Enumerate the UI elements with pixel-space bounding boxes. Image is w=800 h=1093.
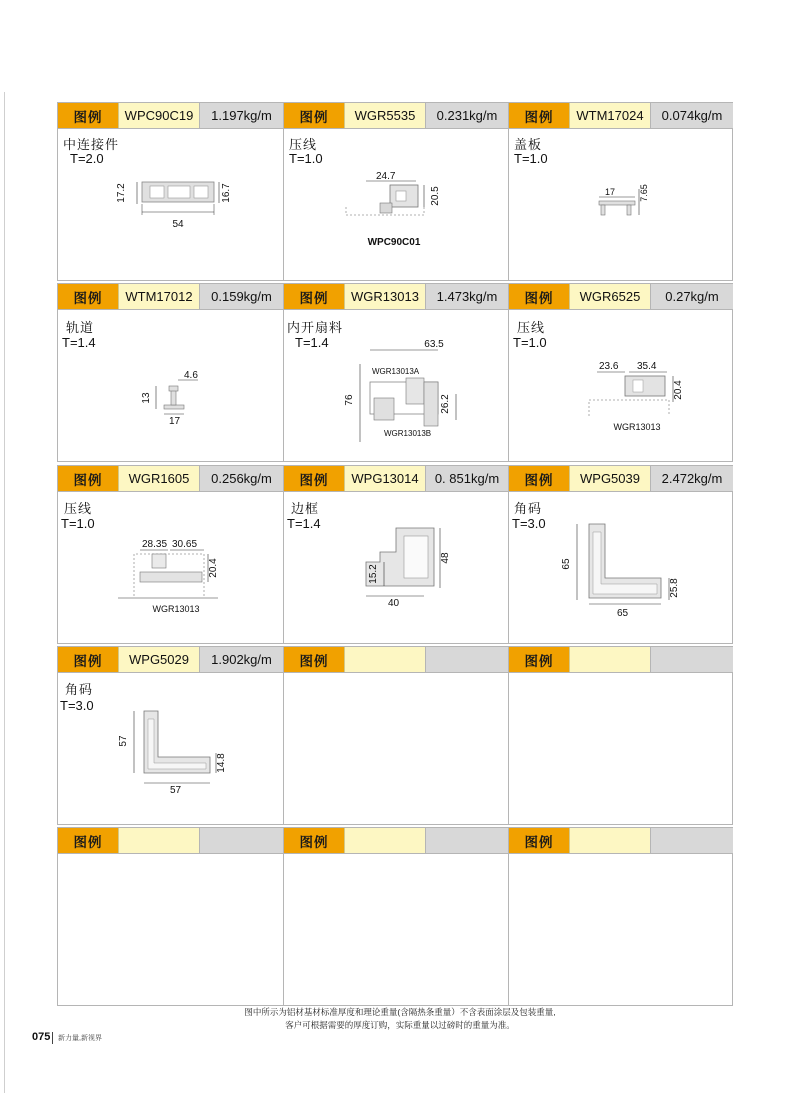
profile-name: 盖板 [514, 137, 543, 152]
profile-code: WGR6525 [569, 284, 650, 309]
profile-thickness: T=1.0 [61, 516, 95, 531]
profile-code [569, 647, 650, 672]
profile-thickness: T=1.0 [514, 151, 548, 166]
dim-label: 40 [388, 598, 400, 609]
dim-label: 23.6 [599, 361, 619, 372]
profile-weight [425, 828, 508, 853]
legend-tag: 图例 [284, 828, 344, 853]
profile-name: 中连接件 [63, 137, 120, 152]
profile-thickness: T=1.4 [295, 335, 329, 350]
dim-label: 17 [605, 187, 616, 197]
grid-row-3 [57, 465, 733, 644]
profile-drawing [509, 129, 734, 280]
profile-cell [58, 466, 283, 643]
profile-drawing [58, 673, 283, 824]
profile-cell [283, 103, 508, 280]
dim-label: 30.65 [172, 539, 198, 550]
dim-label: 13 [141, 392, 152, 404]
legend-tag: 图例 [58, 466, 118, 491]
profile-code [118, 828, 199, 853]
profile-cell [283, 284, 508, 461]
profile-drawing [58, 310, 283, 461]
cell-header [284, 466, 508, 492]
profile-weight [425, 647, 508, 672]
legend-tag: 图例 [284, 103, 344, 128]
profile-code: WPG13014 [344, 466, 425, 491]
profile-weight: 2.472kg/m [650, 466, 733, 491]
dim-label: 57 [170, 785, 182, 796]
legend-tag: 图例 [509, 466, 569, 491]
profile-drawing [509, 492, 734, 643]
grid-row-2 [57, 283, 733, 462]
legend-tag: 图例 [284, 466, 344, 491]
profile-cell [283, 466, 508, 643]
cell-header [284, 103, 508, 129]
profile-code [344, 647, 425, 672]
profile-cell [58, 284, 283, 461]
profile-weight: 0.27kg/m [650, 284, 733, 309]
cell-header [509, 647, 733, 673]
dim-label: 57 [118, 735, 129, 747]
profile-thickness: T=1.0 [513, 335, 547, 350]
legend-tag: 图例 [509, 284, 569, 309]
cell-header [58, 284, 283, 310]
drawing-label: WPC90C01 [367, 237, 421, 248]
profile-thickness: T=2.0 [70, 151, 104, 166]
profile-code: WPC90C19 [118, 103, 199, 128]
profile-cell [283, 828, 508, 1005]
dim-label: 20.5 [430, 186, 441, 206]
dim-label: 28.35 [142, 539, 168, 550]
profile-code: WGR13013 [344, 284, 425, 309]
dim-label: 25.8 [669, 578, 680, 598]
profile-cell [58, 828, 283, 1005]
profile-drawing [509, 310, 734, 461]
profile-code: WTM17012 [118, 284, 199, 309]
dim-label: 26.2 [440, 394, 451, 414]
profile-weight: 1.197kg/m [199, 103, 283, 128]
profile-weight: 1.473kg/m [425, 284, 508, 309]
grid-row-5 [57, 827, 733, 1006]
profile-cell [508, 828, 733, 1005]
profile-name: 轨道 [66, 320, 95, 335]
dim-label: 17.2 [116, 183, 127, 203]
cell-header [58, 103, 283, 129]
profile-name: 角码 [65, 682, 94, 697]
dim-label: 17 [169, 416, 181, 427]
profile-weight: 0.231kg/m [425, 103, 508, 128]
cell-header [509, 103, 733, 129]
page-number-divider [52, 1032, 53, 1044]
profile-drawing [284, 492, 509, 643]
profile-drawing [58, 129, 283, 280]
profile-cell [283, 647, 508, 824]
dim-label: 65 [561, 558, 572, 570]
profile-cell [508, 284, 733, 461]
dim-label: 20.4 [208, 558, 219, 578]
profile-code: WPG5039 [569, 466, 650, 491]
dim-label: 48 [440, 552, 451, 564]
drawing-label: WGR13013 [152, 604, 200, 614]
profile-thickness: T=3.0 [60, 698, 94, 713]
cell-header [58, 466, 283, 492]
cell-header [284, 284, 508, 310]
dim-label: 63.5 [424, 339, 444, 350]
profile-weight [650, 647, 733, 672]
dim-label: 65 [617, 608, 629, 619]
profile-weight: 0.159kg/m [199, 284, 283, 309]
legend-tag: 图例 [509, 828, 569, 853]
profile-cell [58, 103, 283, 280]
grid-row-4 [57, 646, 733, 825]
legend-tag: 图例 [509, 103, 569, 128]
profile-thickness: T=3.0 [512, 516, 546, 531]
profile-thickness: T=1.4 [287, 516, 321, 531]
profile-weight: 1.902kg/m [199, 647, 283, 672]
cell-header [509, 466, 733, 492]
profile-thickness: T=1.4 [62, 335, 96, 350]
legend-tag: 图例 [58, 103, 118, 128]
cell-header [58, 647, 283, 673]
dim-label: 76 [344, 394, 355, 406]
profile-weight [199, 828, 283, 853]
dim-label: 14.8 [216, 753, 227, 773]
cell-header [284, 828, 508, 854]
legend-tag: 图例 [284, 647, 344, 672]
profile-name: 边框 [291, 501, 320, 516]
legend-tag: 图例 [58, 647, 118, 672]
profile-cell [58, 647, 283, 824]
dim-label: 4.6 [184, 370, 198, 381]
footer-note-line-2: 客户可根据需要的厚度订购，实际重量以过磅时的重量为准。 [285, 1020, 515, 1030]
cell-header [509, 284, 733, 310]
profile-name: 压线 [64, 501, 93, 516]
profile-name: 角码 [514, 501, 543, 516]
drawing-label: WGR13013 [613, 422, 661, 432]
dim-label: 7.65 [639, 184, 649, 202]
profile-drawing [58, 492, 283, 643]
legend-tag: 图例 [284, 284, 344, 309]
profile-drawing [284, 129, 509, 280]
profile-name: 压线 [517, 320, 546, 335]
profile-weight: 0.074kg/m [650, 103, 733, 128]
profile-name: 压线 [289, 137, 318, 152]
dim-label: 35.4 [637, 361, 657, 372]
page-left-rule [4, 92, 5, 1093]
legend-tag: 图例 [58, 828, 118, 853]
page-number: 075 [32, 1031, 51, 1043]
cell-header [284, 647, 508, 673]
cell-header [509, 828, 733, 854]
profile-cell [508, 466, 733, 643]
profile-cell [508, 647, 733, 824]
brand-slogan: 新力量,新视界 [58, 1035, 102, 1042]
profile-name: 内开扇料 [287, 320, 344, 335]
profile-thickness: T=1.0 [289, 151, 323, 166]
grid-row-1 [57, 102, 733, 281]
profile-drawing [284, 310, 509, 461]
footer-note-line-1: 图中所示为铝材基材标准厚度和理论重量(含隔热条重量）不含表面涂层及包装重量, [244, 1007, 556, 1017]
dim-label: 54 [172, 219, 184, 230]
profile-code: WTM17024 [569, 103, 650, 128]
profile-code: WPG5029 [118, 647, 199, 672]
profile-weight [650, 828, 733, 853]
profile-code: WGR1605 [118, 466, 199, 491]
dim-label: 15.2 [368, 564, 379, 584]
legend-tag: 图例 [58, 284, 118, 309]
profile-weight: 0. 851kg/m [425, 466, 508, 491]
profile-weight: 0.256kg/m [199, 466, 283, 491]
dim-label: 24.7 [376, 171, 396, 182]
profile-code: WGR5535 [344, 103, 425, 128]
profile-code [569, 828, 650, 853]
drawing-label: WGR13013A [372, 367, 420, 376]
profile-code [344, 828, 425, 853]
dim-label: 20.4 [673, 380, 684, 400]
drawing-label: WGR13013B [384, 429, 432, 438]
dim-label: 16.7 [221, 183, 232, 203]
cell-header [58, 828, 283, 854]
legend-tag: 图例 [509, 647, 569, 672]
profile-cell [508, 103, 733, 280]
